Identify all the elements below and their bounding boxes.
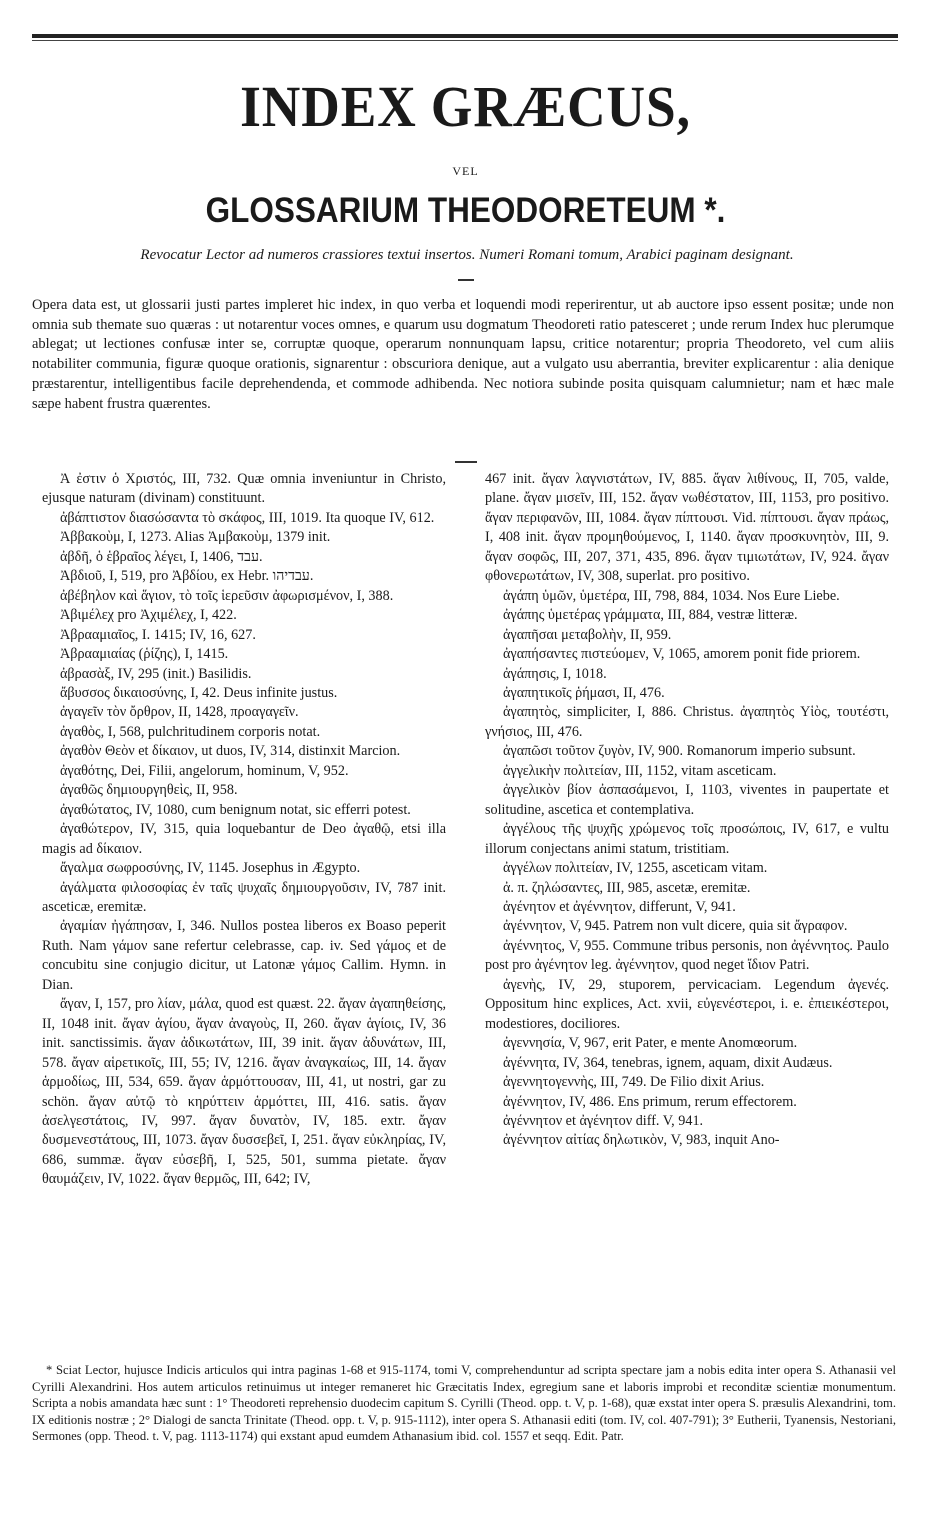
footnote-text: * Sciat Lector, hujusce Indicis articulos qui intra paginas 1-68 et 915-1174, tomi V, comprehenduntur ad scripta spectare jam a nobis edita inter opera S. Athanasii vel Cyrilli Alexandrini. Hos autem articulos retinuimus ut integer remaneret hic Græcitatis Index, egregium sane et laboris improbi et reconditæ scientiæ monumentum. Scripta a nobis amandata hæc sunt : 1° Theodoreti reprehensio duodecim capitum S. Cyrilli (Theod. opp. t. V, p. 1-68), quæ exstat inter opera S. præsulis Alexandrini, tom. IX editionis nostræ ; 2° Dialogi de sancta Trinitate (Theod. opp. t. V, p. 915-1112), inter opera S. Athanasii editi (tom. IV, col. 407-791); 3° Eutherii, Tyanensis, Nestoriani, Sermones (opp. Theod. t. V, pag. 1113-1174) qui exstant apud eumdem Athanasium ibid. col. 1557 et seqq. Edit. Patr. — [32, 1363, 896, 1443]
index-column-right — [485, 470, 889, 1151]
separator-dash — [458, 279, 474, 281]
index-entry: Ἀβιμέλεχ pro Ἀχιμέλεχ, I, 422. — [60, 607, 237, 624]
intro-paragraph: Opera data est, ut glossarii justi partes impleret hic index, in quo verba et loquendi modi reperirentur, ut ab auctore ipso essent positæ; unde non omnia sub themate suo quæras : ut notarentur voces omnes, e quarum usu dogmatum Theodoreti ratio patesceret ; unde rerum Index huc plerumque ablegat; ut lectiones confusæ inter se, corruptæ quoque, operarum nonnunquam lapsu, critice notarentur; propria Theodoreto, vel cum aliis notabiliter communia, figuræ quoque orationis, signarentur : obscuriora denique, aut a vulgato usu aberrantia, breviter explicarentur : alia denique præstarentur, intelligentibus facile deprehendenda, et commode adhibenda. Nec notiora subinde posita quisquam calumnietur; nam et hæc male sæpe habent frustra quærentes. — [32, 297, 894, 412]
index-entry: ἀγαθότης, Dei, Filii, angelorum, hominum, V, 952. — [60, 762, 349, 779]
index-entry: ἀγάπη ὑμῶν, ὑμετέρα, III, 798, 884, 1034. Nos Eure Liebe. — [503, 587, 840, 604]
page-title: INDEX GRÆCUS, — [240, 74, 691, 139]
index-entry: Ἀβδιοῦ, I, 519, pro Ἀβδίου, ex Hebr. עבדיהו. — [60, 568, 314, 585]
index-entry: ἀβέβηλον καὶ ἅγιον, τὸ τοῖς ἱερεῦσιν ἀφωρισμένον, I, 388. — [60, 587, 394, 604]
top-rule — [32, 34, 898, 38]
page-subtitle: GLOSSARIUM THEODORETEUM *. — [205, 191, 726, 230]
index-entry: ἀγέννητος, V, 955. Commune tribus personis, non ἀγέννητος. Paulo post pro ἀγένητον leg. ἀγέννητον, quod neget ἴδιον Patri. — [485, 937, 889, 974]
index-entry: ἄγαλμα σωφροσύνης, IV, 1145. Josephus in Ægypto. — [60, 860, 361, 877]
index-entry: ἀγγέλων πολιτείαν, IV, 1255, asceticam vitam. — [503, 860, 768, 877]
index-entry: Ἀβρααμιαῖος, I. 1415; IV, 16, 627. — [60, 626, 256, 643]
index-entry: ἀγέννητον, IV, 486. Ens primum, rerum effectorem. — [503, 1093, 797, 1110]
index-entry: ἀγγέλους τῆς ψυχῆς χρώμενος τοῖς προσώποις, IV, 617, e vultu illorum conjectans animi statum, tristitiam. — [485, 821, 889, 857]
reader-note: Revocatur Lector ad numeros crassiores textui insertos. Numeri Romani tomum, Arabici paginam designant. — [140, 247, 794, 263]
index-entry: ἀγαθὸς, I, 568, pulchritudinem corporis notat. — [60, 723, 321, 740]
index-entry: ἀγάπησις, I, 1018. — [503, 665, 607, 682]
index-entry: ἀγέννητον et ἀγένητον diff. V, 941. — [503, 1112, 704, 1129]
index-entry: ἀγένητον et ἀγέννητον, differunt, V, 941. — [503, 898, 736, 915]
index-entry: ἀγαπητικοῖς ῥήμασι, II, 476. — [503, 684, 665, 701]
index-entry: ἀβάπτιστον διασώσαντα τὸ σκάφος, III, 1019. Ita quoque IV, 612. — [60, 509, 435, 526]
index-entry: ἀγέννητον αἰτίας δηλωτικὸν, V, 983, inquit Ano- — [503, 1132, 780, 1149]
index-entry: ἀγεννησία, V, 967, erit Pater, e mente Anomœorum. — [503, 1035, 798, 1052]
index-entry: ἀγαπῶσι τοῦτον ζυγὸν, IV, 900. Romanorum imperio subsunt. — [503, 743, 856, 760]
index-entry: ἀβδῆ, ὁ ἑβραῖος λέγει, I, 1406, עבד. — [60, 548, 263, 565]
footnote — [32, 1362, 896, 1445]
title-conjunction: VEL — [452, 164, 479, 178]
index-entry: ἀγαθώτερον, IV, 315, quia loquebantur de Deo ἀγαθῷ, etsi illa magis ad δίκαιον. — [42, 821, 446, 857]
index-entry: ἀγενὴς, IV, 29, stuporem, pervicaciam. Legendum ἀγενές. Oppositum hinc explices, Act. xvii, εὐγενέστεροι, i. e. ἐπιεικέστεροι, modestiores, dociliores. — [485, 976, 889, 1032]
index-entry: ἀγαθώτατος, IV, 1080, cum benignum notat, sic efferri potest. — [60, 801, 411, 818]
index-entry: ἀγαθῶς δημιουργηθεὶς, II, 958. — [60, 782, 238, 799]
index-entry: ἀγαθὸν Θεὸν et δίκαιον, ut duos, IV, 314, distinxit Marcion. — [60, 743, 401, 760]
index-entry: ἀγεννητογεννὴς, III, 749. De Filio dixit Arius. — [503, 1074, 765, 1091]
index-entry: ἄβυσσος δικαιοσύνης, I, 42. Deus infinite justus. — [60, 684, 338, 701]
index-entry: ἀγαμίαν ἠγάπησαν, I, 346. Nullos postea liberos ex Boaso peperit Ruth. Nam γάμον sane refertur celebrasse, cap. iv. Sed γάμος et de concubitu sine conjugio dicitur, ut Latonæ γάμος Callim. Hymn. in Dian. — [42, 918, 446, 993]
index-entry: ἄγαν, I, 157, pro λίαν, μάλα, quod est quæst. 22. ἄγαν ἀγαπηθείσης, II, 1048 init. ἄγαν ἁγίου, ἄγαν ἀναγοὺς, II, 260. ἄγαν ἁγίοις, IV, 36 init. sanctissimis. ἄγαν ἀδικωτάτων, III, 39 init. ἄγαν ἀδυνάτων, III, 578. ἄγαν αἱρετικοῖς, III, 55; IV, 1216. ἄγαν ἀναγκαίως, III, 14. ἄγαν ἁρμοδίως, III, 534, 659. ἄγαν ἁρμόττουσαν, III, 41, ut nostri, gar zu schön. ἄγαν αὐτῷ τὸ κηρύττειν ἁρμόττει, III, 416. satis. ἄγαν ἀσελγεστάτοις, IV, 997. ἄγαν δυνατὸν, IV, 185. extr. ἄγαν δυσμενεστάτους, III, 1073. ἄγαν δυσσεβεῖ, I, 251. ἄγαν εὐκληρίας, IV, 686, summæ. ἄγαν εὐσεβῆ, I, 525, 501, summa pietate. ἄγαν θαυμάζειν, IV, 1022. ἄγαν θερμῶς, III, 642; IV, — [42, 996, 446, 1188]
top-rule-thin — [32, 40, 898, 41]
index-entry: ἀγαπητὸς, simpliciter, I, 886. Christus. ἀγαπητὸς Υἱὸς, τουτέστι, γνήσιος, III, 476. — [485, 704, 889, 740]
index-entry: Ἀ ἐστιν ὁ Χριστός, III, 732. Quæ omnia inveniuntur in Christo, ejusque naturam (divinam) constituunt. — [42, 471, 446, 507]
index-entry: ἀγέννητον, V, 945. Patrem non vult dicere, quia sit ἄγραφον. — [503, 918, 848, 935]
index-entry: ἀγαπῆσαι μεταβολὴν, II, 959. — [503, 626, 672, 643]
index-entry: ἀ. π. ζηλώσαντες, III, 985, ascetæ, eremitæ. — [503, 879, 751, 896]
index-entry: 467 init. ἄγαν λαγνιστάτων, IV, 885. ἄγαν λιθίνους, II, 705, valde, plane. ἄγαν μισεῖν, III, 152. ἄγαν νωθέστατον, III, 1153, pro positivo. ἄγαν περιφανῶν, III, 1084. ἄγαν πίπτουσι. Vid. πίπτουσι. ἄγαν πράως, I, 408 init. ἄγαν προμηθούμενος, I, 1140. ἄγαν προσκυνητὸν, III, 9. ἄγαν σοφῶς, III, 207, 371, 435, 896. ἄγαν τιμιωτάτων, IV, 924. ἄγαν φθονερωτάτων, IV, 308, superlat. pro positivo. — [485, 471, 889, 585]
index-entry: ἀγέννητα, IV, 364, tenebras, ignem, aquam, dixit Audæus. — [503, 1054, 833, 1071]
index-entry: ἀβρασὰξ, IV, 295 (init.) Basilidis. — [60, 665, 252, 682]
index-column-left — [42, 470, 446, 1190]
index-entry: ἀγγελικὸν βίον ἀσπασάμενοι, I, 1103, viventes in paupertate et solitudine, ascetica et contemplativa. — [485, 782, 889, 818]
separator-dash-2 — [455, 461, 477, 463]
index-entry: ἀγαγεῖν τὸν ὄρθρον, II, 1428, προαγαγεῖν. — [60, 704, 299, 721]
index-entry: ἀγάλματα φιλοσοφίας ἐν ταῖς ψυχαῖς δημιουργοῦσιν, IV, 787 init. asceticæ, eremitæ. — [42, 879, 446, 915]
index-entry: ἀγγελικὴν πολιτείαν, III, 1152, vitam asceticam. — [503, 762, 777, 779]
index-entry: Ἀββακοὺμ, I, 1273. Alias Ἀμβακοὺμ, 1379 init. — [60, 529, 331, 546]
index-entry: ἀγάπης ὑμετέρας γράμματα, III, 884, vestræ litteræ. — [503, 607, 798, 624]
index-entry: ἀγαπήσαντες πιστεύομεν, V, 1065, amorem ponit fide priorem. — [503, 646, 861, 663]
index-entry: Ἀβρααμιαίας (ῥίζης), I, 1415. — [60, 646, 229, 663]
